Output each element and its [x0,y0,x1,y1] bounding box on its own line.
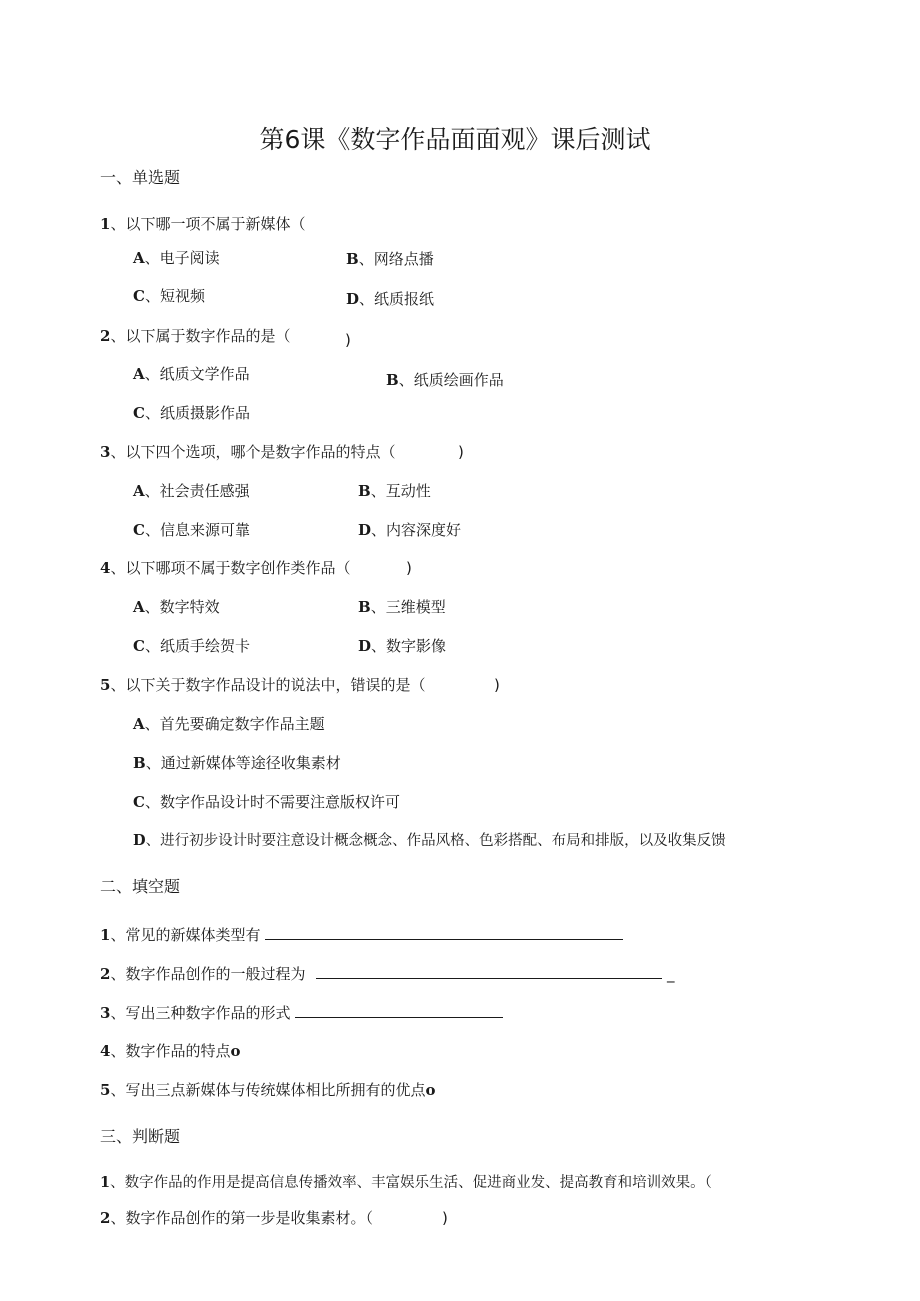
option-5d: D、进行初步设计时要注意设计概念概念、作品风格、色彩搭配、布局和排版，以及收集反馈 [133,832,726,849]
option-5c: C、数字作品设计时不需要注意版权许可 [133,793,400,811]
fill-2: 2、数字作品创作的一般过程为 _ [100,965,675,983]
option-1c: C、短视频 [133,287,205,305]
question-5-close: ) [494,676,500,694]
option-4d: D、数字影像 [358,637,447,655]
section-heading-judge: 三、判断题 [100,1127,181,1146]
option-2a: A、纸质文学作品 [133,365,250,383]
question-4-close: ) [406,559,412,577]
question-2: 2、以下属于数字作品的是（ [100,327,291,345]
question-1 [100,214,305,234]
judge-2: 2、数字作品创作的第一步是收集素材。（ [100,1209,373,1227]
option-3c: C、信息来源可靠 [133,521,250,539]
judge-1: 1、数字作品的作用是提高信息传播效率、丰富娱乐生活、促进商业发、提高教育和培训效果。（ [100,1174,712,1191]
option-4a: A、数字特效 [133,598,220,616]
fill-3: 3、写出三种数字作品的形式 [100,1002,503,1023]
fill-4: 4、数字作品的特点o [100,1042,241,1060]
answer-blank[interactable] [295,1002,503,1018]
option-3a: A、社会责任感强 [133,482,250,500]
page-title: 第6课《数字作品面面观》课后测试 [259,124,651,154]
question-3: 3、以下四个选项，哪个是数字作品的特点（ [100,443,396,461]
option-5b: B、通过新媒体等途径收集素材 [133,754,341,772]
fill-5: 5、写出三点新媒体与传统媒体相比所拥有的优点o [100,1081,436,1099]
option-5a: A、首先要确定数字作品主题 [133,715,325,733]
answer-blank[interactable] [316,963,662,979]
option-4c: C、纸质手绘贺卡 [133,637,250,655]
option-4b: B、三维模型 [358,598,446,616]
question-3-close: ) [458,443,464,461]
option-1d: D、纸质报纸 [346,290,435,308]
section-heading-fill: 二、填空题 [100,877,181,896]
section-heading-single: 一、单选题 [100,168,181,187]
question-2-close: ) [345,331,351,349]
question-5: 5、以下关于数字作品设计的说法中，错误的是（ [100,676,426,694]
option-2b: B、纸质绘画作品 [386,371,504,389]
question-text: 、以下哪一项不属于新媒体（ [110,215,306,233]
option-1b: B、网络点播 [346,250,434,268]
judge-2-close: ) [442,1209,448,1227]
option-3d: D、内容深度好 [358,521,462,539]
answer-blank[interactable] [265,924,623,940]
question-4: 4、以下哪项不属于数字创作类作品（ [100,559,351,577]
option-2c: C、纸质摄影作品 [133,404,250,422]
question-number: 1 [100,215,111,233]
option-3b: B、互动性 [358,482,431,500]
option-1a: A、电子阅读 [133,249,220,267]
fill-1: 1、常见的新媒体类型有 [100,924,623,945]
